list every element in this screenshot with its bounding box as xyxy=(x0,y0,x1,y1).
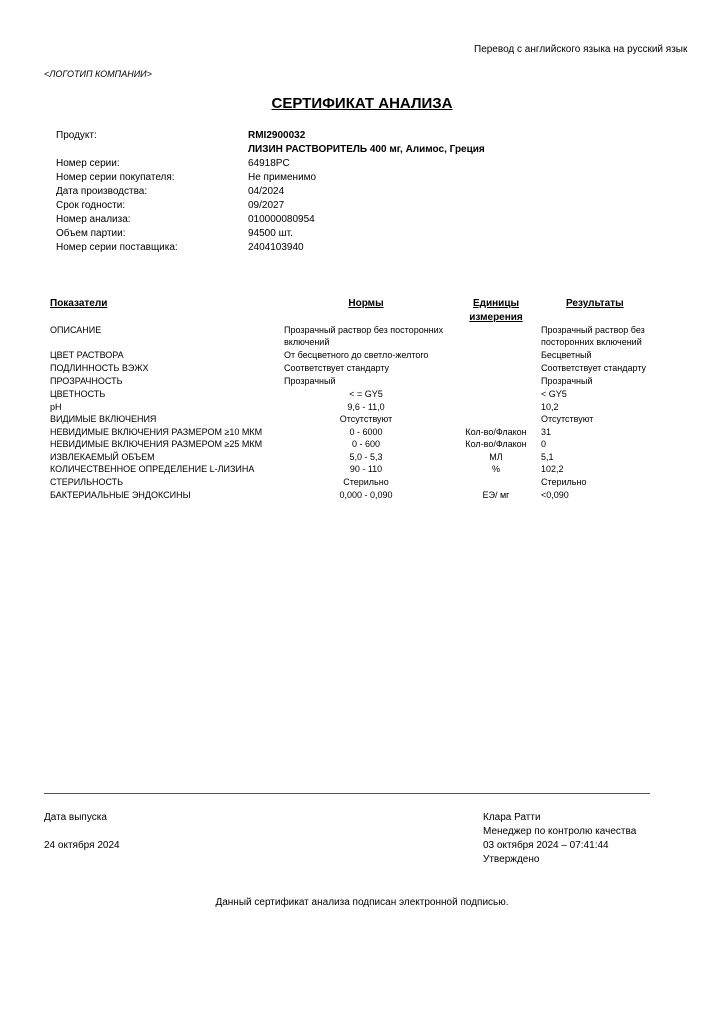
table-row-parameter: ПОДЛИННОСТЬ ВЭЖХ xyxy=(50,363,149,373)
table-row-result: < GY5 xyxy=(541,389,567,399)
col-header-units xyxy=(456,297,536,325)
table-row-norm: < = GY5 xyxy=(349,389,383,399)
table-row-parameter: СТЕРИЛЬНОСТЬ xyxy=(50,477,124,487)
table-row-parameter: ИЗВЛЕКАЕМЫЙ ОБЪЕМ xyxy=(50,452,155,462)
analysis-number-value: 010000080954 xyxy=(248,214,315,225)
analysis-number-label: Номер анализа: xyxy=(56,214,131,225)
table-row-parameter: ВИДИМЫЕ ВКЛЮЧЕНИЯ xyxy=(50,414,157,424)
table-row-parameter: НЕВИДИМЫЕ ВКЛЮЧЕНИЯ РАЗМЕРОМ ≥10 МКМ xyxy=(50,427,263,437)
supplier-batch-value: 2404103940 xyxy=(248,242,304,253)
col-header-norms: Нормы xyxy=(348,298,384,309)
supplier-batch-label: Номер серии поставщика: xyxy=(56,242,178,253)
table-row-norm: 90 - 110 xyxy=(349,464,383,474)
col-header-parameter: Показатели xyxy=(50,298,108,309)
table-row-parameter: НЕВИДИМЫЕ ВКЛЮЧЕНИЯ РАЗМЕРОМ ≥25 МКМ xyxy=(50,439,263,449)
table-row-norm: Отсутствуют xyxy=(339,414,393,424)
table-row-parameter: БАКТЕРИАЛЬНЫЕ ЭНДОКСИНЫ xyxy=(50,490,191,500)
signer-name: Клара Ратти xyxy=(483,812,541,823)
footer-divider xyxy=(44,793,650,794)
table-row-result: Бесцветный xyxy=(541,350,592,360)
table-row-unit: % xyxy=(491,464,500,474)
customer-batch-value: Не применимо xyxy=(248,172,317,183)
issue-date-value: 24 октября 2024 xyxy=(44,840,120,851)
table-row-unit: Кол-во/Флакон xyxy=(465,439,527,449)
table-row-result: Соответствует стандарту xyxy=(541,363,647,373)
table-row-result: 102,2 xyxy=(541,464,564,474)
table-row-norm-cont: включений xyxy=(284,337,330,347)
table-row-norm: Стерильно xyxy=(343,477,389,487)
table-row-parameter: ЦВЕТ РАСТВОРА xyxy=(50,350,124,360)
company-logo-placeholder: <ЛОГОТИП КОМПАНИИ> xyxy=(44,69,152,79)
page-title: СЕРТИФИКАТ АНАЛИЗА xyxy=(271,95,453,112)
signed-datetime: 03 октября 2024 – 07:41:44 xyxy=(483,840,609,851)
table-row-result: Отсутствуют xyxy=(541,414,594,424)
product-label: Продукт: xyxy=(56,130,97,141)
table-row-norm: Соответствует стандарту xyxy=(284,363,390,373)
table-row-unit: ЕЭ/ мг xyxy=(482,490,510,500)
translation-note: Перевод с английского языка на русский язык xyxy=(474,44,688,55)
table-row-parameter: ПРОЗРАЧНОСТЬ xyxy=(50,376,123,386)
product-name: ЛИЗИН РАСТВОРИТЕЛЬ 400 мг, Алимос, Греция xyxy=(248,144,485,155)
table-row-result: Прозрачный раствор без xyxy=(541,325,645,335)
batch-number-value: 64918PC xyxy=(248,158,290,169)
customer-batch-label: Номер серии покупателя: xyxy=(56,172,175,183)
table-row-norm: 0 - 600 xyxy=(351,439,381,449)
table-row-result: 5,1 xyxy=(541,452,554,462)
signer-role: Менеджер по контролю качества xyxy=(483,826,637,837)
col-header-results: Результаты xyxy=(566,298,624,309)
table-row-result: 0 xyxy=(541,439,547,449)
manufacture-date-label: Дата производства: xyxy=(56,186,148,197)
table-row-parameter: КОЛИЧЕСТВЕННОЕ ОПРЕДЕЛЕНИЕ L-ЛИЗИНА xyxy=(50,464,255,474)
e-signature-note: Данный сертификат анализа подписан электронной подписью. xyxy=(215,897,509,908)
table-row-norm: От бесцветного до светло-желтого xyxy=(284,350,429,360)
table-row-result: 10,2 xyxy=(541,402,559,412)
table-row-parameter: pH xyxy=(50,402,62,412)
table-row-unit: МЛ xyxy=(489,452,503,462)
expiry-value: 09/2027 xyxy=(248,200,285,211)
issue-date-label: Дата выпуска xyxy=(44,812,107,823)
col-header-units-line2: измерения xyxy=(469,312,523,323)
table-row-parameter: ОПИСАНИЕ xyxy=(50,325,102,335)
table-row-norm: Прозрачный xyxy=(284,376,336,386)
table-row-result: Прозрачный xyxy=(541,376,593,386)
table-row-result: 31 xyxy=(541,427,552,437)
manufacture-date-value: 04/2024 xyxy=(248,186,285,197)
table-row-norm: Прозрачный раствор без посторонних xyxy=(284,325,444,335)
col-header-units-line1: Единицы xyxy=(472,298,520,309)
approval-status: Утверждено xyxy=(483,854,540,865)
product-code: RMI2900032 xyxy=(248,130,306,141)
table-row-result-cont: посторонних включений xyxy=(541,337,642,347)
table-row-result: Стерильно xyxy=(541,477,587,487)
table-row-parameter: ЦВЕТНОСТЬ xyxy=(50,389,106,399)
table-row-norm: 9,6 - 11,0 xyxy=(347,402,385,412)
batch-number-label: Номер серии: xyxy=(56,158,120,169)
table-row-unit: Кол-во/Флакон xyxy=(465,427,527,437)
batch-size-value: 94500 шт. xyxy=(248,228,293,239)
table-row-norm: 0,000 - 0,090 xyxy=(339,490,393,500)
expiry-label: Срок годности: xyxy=(56,200,126,211)
table-row-result: <0,090 xyxy=(541,490,569,500)
batch-size-label: Объем партии: xyxy=(56,228,126,239)
table-row-norm: 0 - 6000 xyxy=(349,427,383,437)
table-row-norm: 5,0 - 5,3 xyxy=(349,452,383,462)
